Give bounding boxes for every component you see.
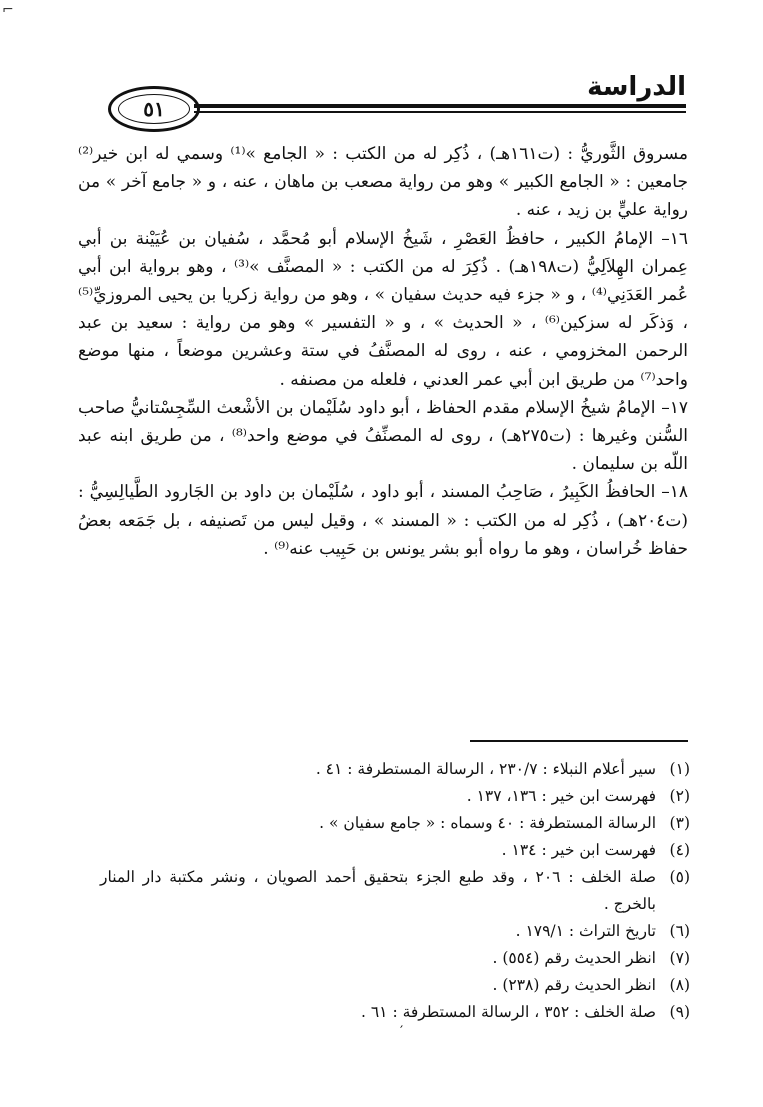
footnote-number: (٨) — [669, 976, 690, 994]
paragraph-1: مسروق الثَّوريُّ : (ت١٦١هـ) ، ذُكِر له من الكتب : « الجامع »⁽¹⁾ وسمي له ابن خير⁽²⁾ جامعين : « الجامع الكبير » وهو من رواية مصعب بن ماهان ، عنه ، و « جامع آخر » من رواية عليٍّ بن زيد ، عنه . — [78, 144, 688, 221]
footnote-8 — [100, 972, 690, 999]
footnote-number: (٥) — [669, 868, 690, 886]
page-number-badge — [108, 86, 200, 132]
footnote-number: (٧) — [669, 949, 690, 967]
footnote-text: تاريخ التراث : ١٧٩/١ . — [515, 922, 656, 940]
footnote-number: (٣) — [669, 814, 690, 832]
corner-mark: ⌐ — [2, 2, 14, 18]
footnotes — [100, 756, 690, 1026]
footnote-text: الرسالة المستطرفة : ٤٠ وسماه : « جامع سفيان » . — [319, 814, 656, 832]
footnote-1 — [100, 756, 690, 783]
stray-mark: ′ — [400, 1024, 404, 1040]
footnote-4 — [100, 837, 690, 864]
footnote-9 — [100, 999, 690, 1026]
header-rule-thick — [194, 104, 686, 108]
footnote-text: فهرست ابن خير : ١٣٦، ١٣٧ . — [466, 787, 656, 805]
footnote-number: (٤) — [669, 841, 690, 859]
footnote-text: صلة الخلف : ٣٥٢ ، الرسالة المستطرفة : ٦١ . — [361, 1003, 656, 1021]
page-header — [96, 72, 686, 136]
page-number: ٥١ — [118, 94, 190, 124]
footnote-3 — [100, 810, 690, 837]
footnote-number: (١) — [669, 760, 690, 778]
footnote-number: (٢) — [669, 787, 690, 805]
paragraph-3: ١٧– الإمامُ شيخُ الإسلام مقدم الحفاظ ، أبو داود سُلَيْمان بن الأشْعث السِّجِسْتانيُّ صاحب السُّنن وغيرها : (ت٢٧٥هـ) ، روى له المصنِّفُ في موضع واحد⁽⁸⁾ ، من طريق ابنه عبد اللّه بن سليمان . — [78, 397, 688, 475]
header-rule-thin — [194, 111, 686, 113]
footnote-text: انظر الحديث رقم (٢٣٨) . — [492, 976, 656, 994]
footnote-text: صلة الخلف : ٢٠٦ ، وقد طبع الجزء بتحقيق أحمد الصويان ، ونشر مكتبة دار المنار بالخرج . — [100, 868, 656, 913]
footnote-text: فهرست ابن خير : ١٣٤ . — [501, 841, 656, 859]
footnote-text: سير أعلام النبلاء : ٢٣٠/٧ ، الرسالة المستطرفة : ٤١ . — [315, 760, 656, 778]
paragraph-2: ١٦– الإمامُ الكبير ، حافظُ العَصْرِ ، شَيخُ الإسلام أبو مُحمَّد ، سُفيان بن عُيَيْنة بن أبي عِمران الهِلاَلِيُّ (ت١٩٨هـ) . ذُكِرَ له من الكتب : « المصنَّف »⁽³⁾ ، وهو برواية ابن أبي عُمر العَدَنِي⁽⁴⁾ ، و « جزء فيه حديث سفيان » ، وهو من رواية زكريا بن يحيى المروزيِّ⁽⁵⁾ ، وَذكَر له سزكين⁽⁶⁾ ، « الحديث » ، و « التفسير » وهو من رواية : سعيد بن عبد الرحمن المخزومي ، عنه ، روى له المصنَّفُ في ستة وعشرين موضعاً ، منها موضع واحد⁽⁷⁾ من طريق ابن أبي عمر العدني ، فلعله من مصنفه . — [78, 228, 689, 390]
footnote-text: انظر الحديث رقم (٥٥٤) . — [492, 949, 656, 967]
footnote-2 — [100, 783, 690, 810]
footnote-5 — [100, 864, 690, 918]
paragraph-4: ١٨– الحافظُ الكَبِيرُ ، صَاحِبُ المسند ، أبو داود ، سُلَيْمان بن داود بن الجَارود الطَّيالِسِيُّ : (ت٢٠٤هـ) ، ذُكِر له من الكتب : « المسند » ، وقيل ليس من تَصنيفه ، بل جَمَعه بعضُ حفاظ خُراسان ، وهو ما رواه أبو بشر يونس بن حَبِيب عنه⁽⁹⁾ . — [78, 482, 688, 559]
footnote-number: (٩) — [669, 1003, 690, 1021]
footnote-number: (٦) — [669, 922, 690, 940]
main-text — [78, 140, 688, 563]
footnote-7 — [100, 945, 690, 972]
footnote-6 — [100, 918, 690, 945]
footnote-separator — [470, 740, 688, 742]
header-title: الدراسة — [587, 72, 686, 102]
